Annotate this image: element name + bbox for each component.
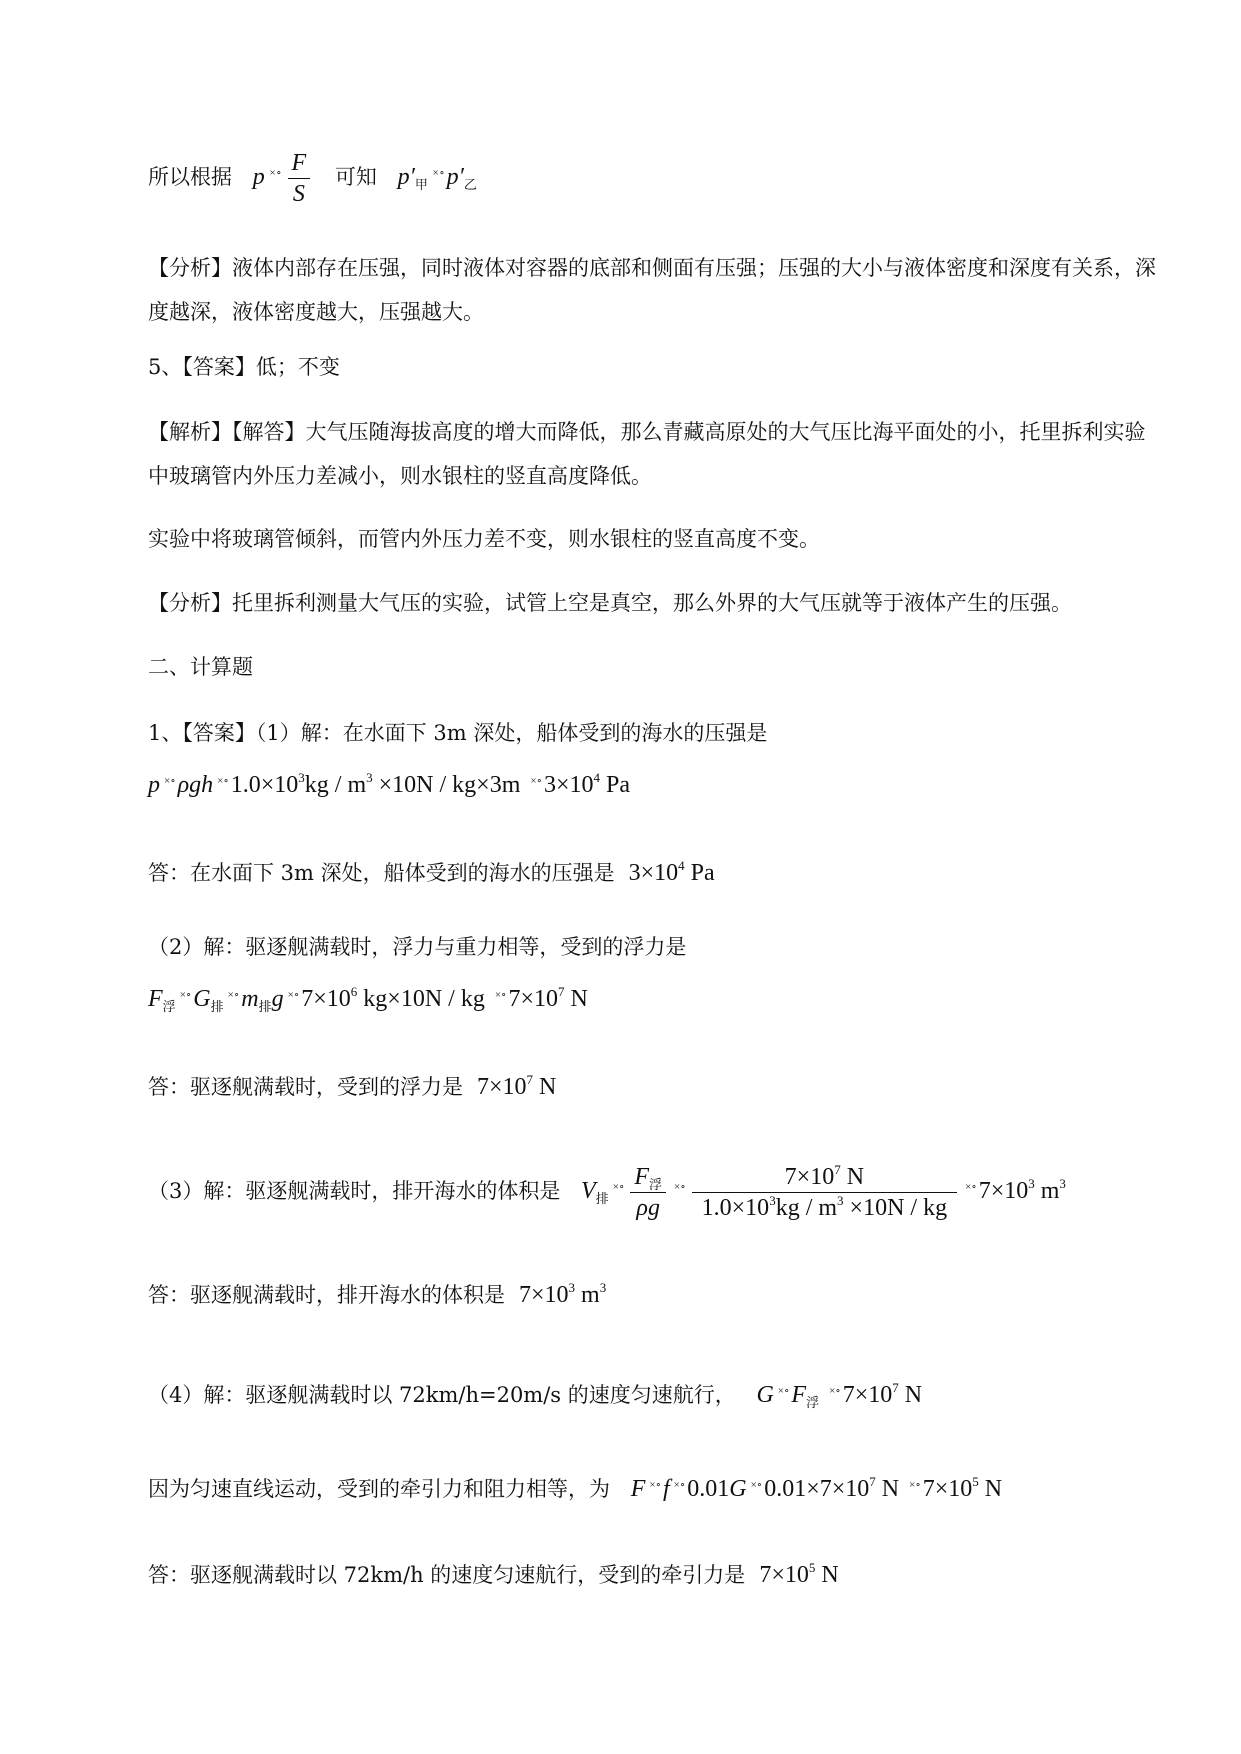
explanation-5b: 实验中将玻璃管倾斜，而管内外压力差不变，则水银柱的竖直高度不变。 [148,527,820,551]
conclusion-mid: 可知 [334,165,377,190]
formula-pressure-definition: p ×∘ $\frac{F}{S}$ [253,164,315,190]
section-heading: 二、计算题 [148,655,253,679]
q1-answer-2: 答：驱逐舰满载时，受到的浮力是 $7\times 10^7$ N [148,1072,557,1100]
formula-traction-calc: F ×∘f ×∘0.01G $^{\times\circ}0.01\times 7\times 10^7$ N $^{\times\circ}7\times 10^5$ N [630,1474,1003,1502]
answer-4-value: $7\times 10^5$ N [759,1560,839,1588]
q1-part-4b: 因为匀速直线运动，受到的牵引力和阻力相等，为 F ×∘f ×∘0.01G $^{\times\circ}0.01\times 7\times 10^7$ N $^{\times\circ}7\times 10^5$ N [148,1474,1003,1502]
answer-5: 5、【答案】低；不变 [148,355,340,379]
answer-3-value: $7\times 10^3$ $m^3$ [519,1280,607,1308]
formula-pressure-compare: $p'_甲^{\times\circ}p'_乙$ [397,164,477,193]
formula-volume-calc: $V_排^{\times\circ}$ $\frac{F_浮}{\rho g}$ ×∘ $\frac{7\times 10^7 N}{1.0\times 10^3kg / m^3 \times 10N / kg}$ $^{\times\circ}7\times 10^3$ $m^3$ [581,1162,1066,1221]
formula-pressure-calc: p ×∘ρgh $^{\times\circ}1.0\times 10^3kg / m^3 \times 10N / kg\times 3m$ $^{\times\circ}3\times 10^4$ Pa [148,770,631,798]
formula-buoyancy-calc: $F_浮^{\times\circ}G_排^{\times\circ}m_排g$ $^{\times\circ}7\times 10^6$ kg×10N / kg $^{\times\circ}7\times 10^7$ N [148,984,588,1014]
q1-part-3: （3）解：驱逐舰满载时，排开海水的体积是 $V_排^{\times\circ}$ $\frac{F_浮}{\rho g}$ ×∘ $\frac{7\times 10^7 N}{1.0\times 10^3kg / m^3 \times 10N / kg}$ $^{\times\circ}7\times 10^3$ $m^3$ [148,1162,1066,1221]
q1-answer-3: 答：驱逐舰满载时，排开海水的体积是 $7\times 10^3$ $m^3$ [148,1280,607,1308]
explanation-5a: 【解析】【解答】大气压随海拔高度的增大而降低，那么青藏高原处的大气压比海平面处的小，托里拆利实验中玻璃管内外压力差减小，则水银柱的竖直高度降低。 [148,420,1146,488]
formula-gravity: G $^{\times\circ}F_浮$ $^{\times\circ}7\times 10^7$ N [756,1380,923,1410]
analysis-5: 【分析】托里拆利测量大气压的实验，试管上空是真空，那么外界的大气压就等于液体产生的压强。 [148,591,1072,615]
q1-answer-1: 答：在水面下 3m 深处，船体受到的海水的压强是 $3\times 10^4$ Pa [148,858,715,886]
q1-part-4: （4）解：驱逐舰满载时以 72km/h=20m/s 的速度匀速航行， G $^{\times\circ}F_浮$ $^{\times\circ}7\times 10^7$ N [148,1380,923,1410]
q1-intro: 1、【答案】（1）解：在水面下 3m 深处，船体受到的海水的压强是 [148,721,768,745]
q1-part-2: （2）解：驱逐舰满载时，浮力与重力相等，受到的浮力是 [148,935,687,959]
answer-1-value: $3\times 10^4$ Pa [628,858,715,886]
q1-answer-4: 答：驱逐舰满载时以 72km/h 的速度匀速航行，受到的牵引力是 $7\times 10^5$ N [148,1560,839,1588]
analysis-4: 【分析】液体内部存在压强，同时液体对容器的底部和侧面有压强；压强的大小与液体密度和深度有关系，深度越深，液体密度越大，压强越大。 [148,256,1156,324]
conclusion-prefix: 所以根据 [148,165,232,190]
answer-2-value: $7\times 10^7$ N [477,1072,557,1100]
conclusion-line [148,148,477,209]
